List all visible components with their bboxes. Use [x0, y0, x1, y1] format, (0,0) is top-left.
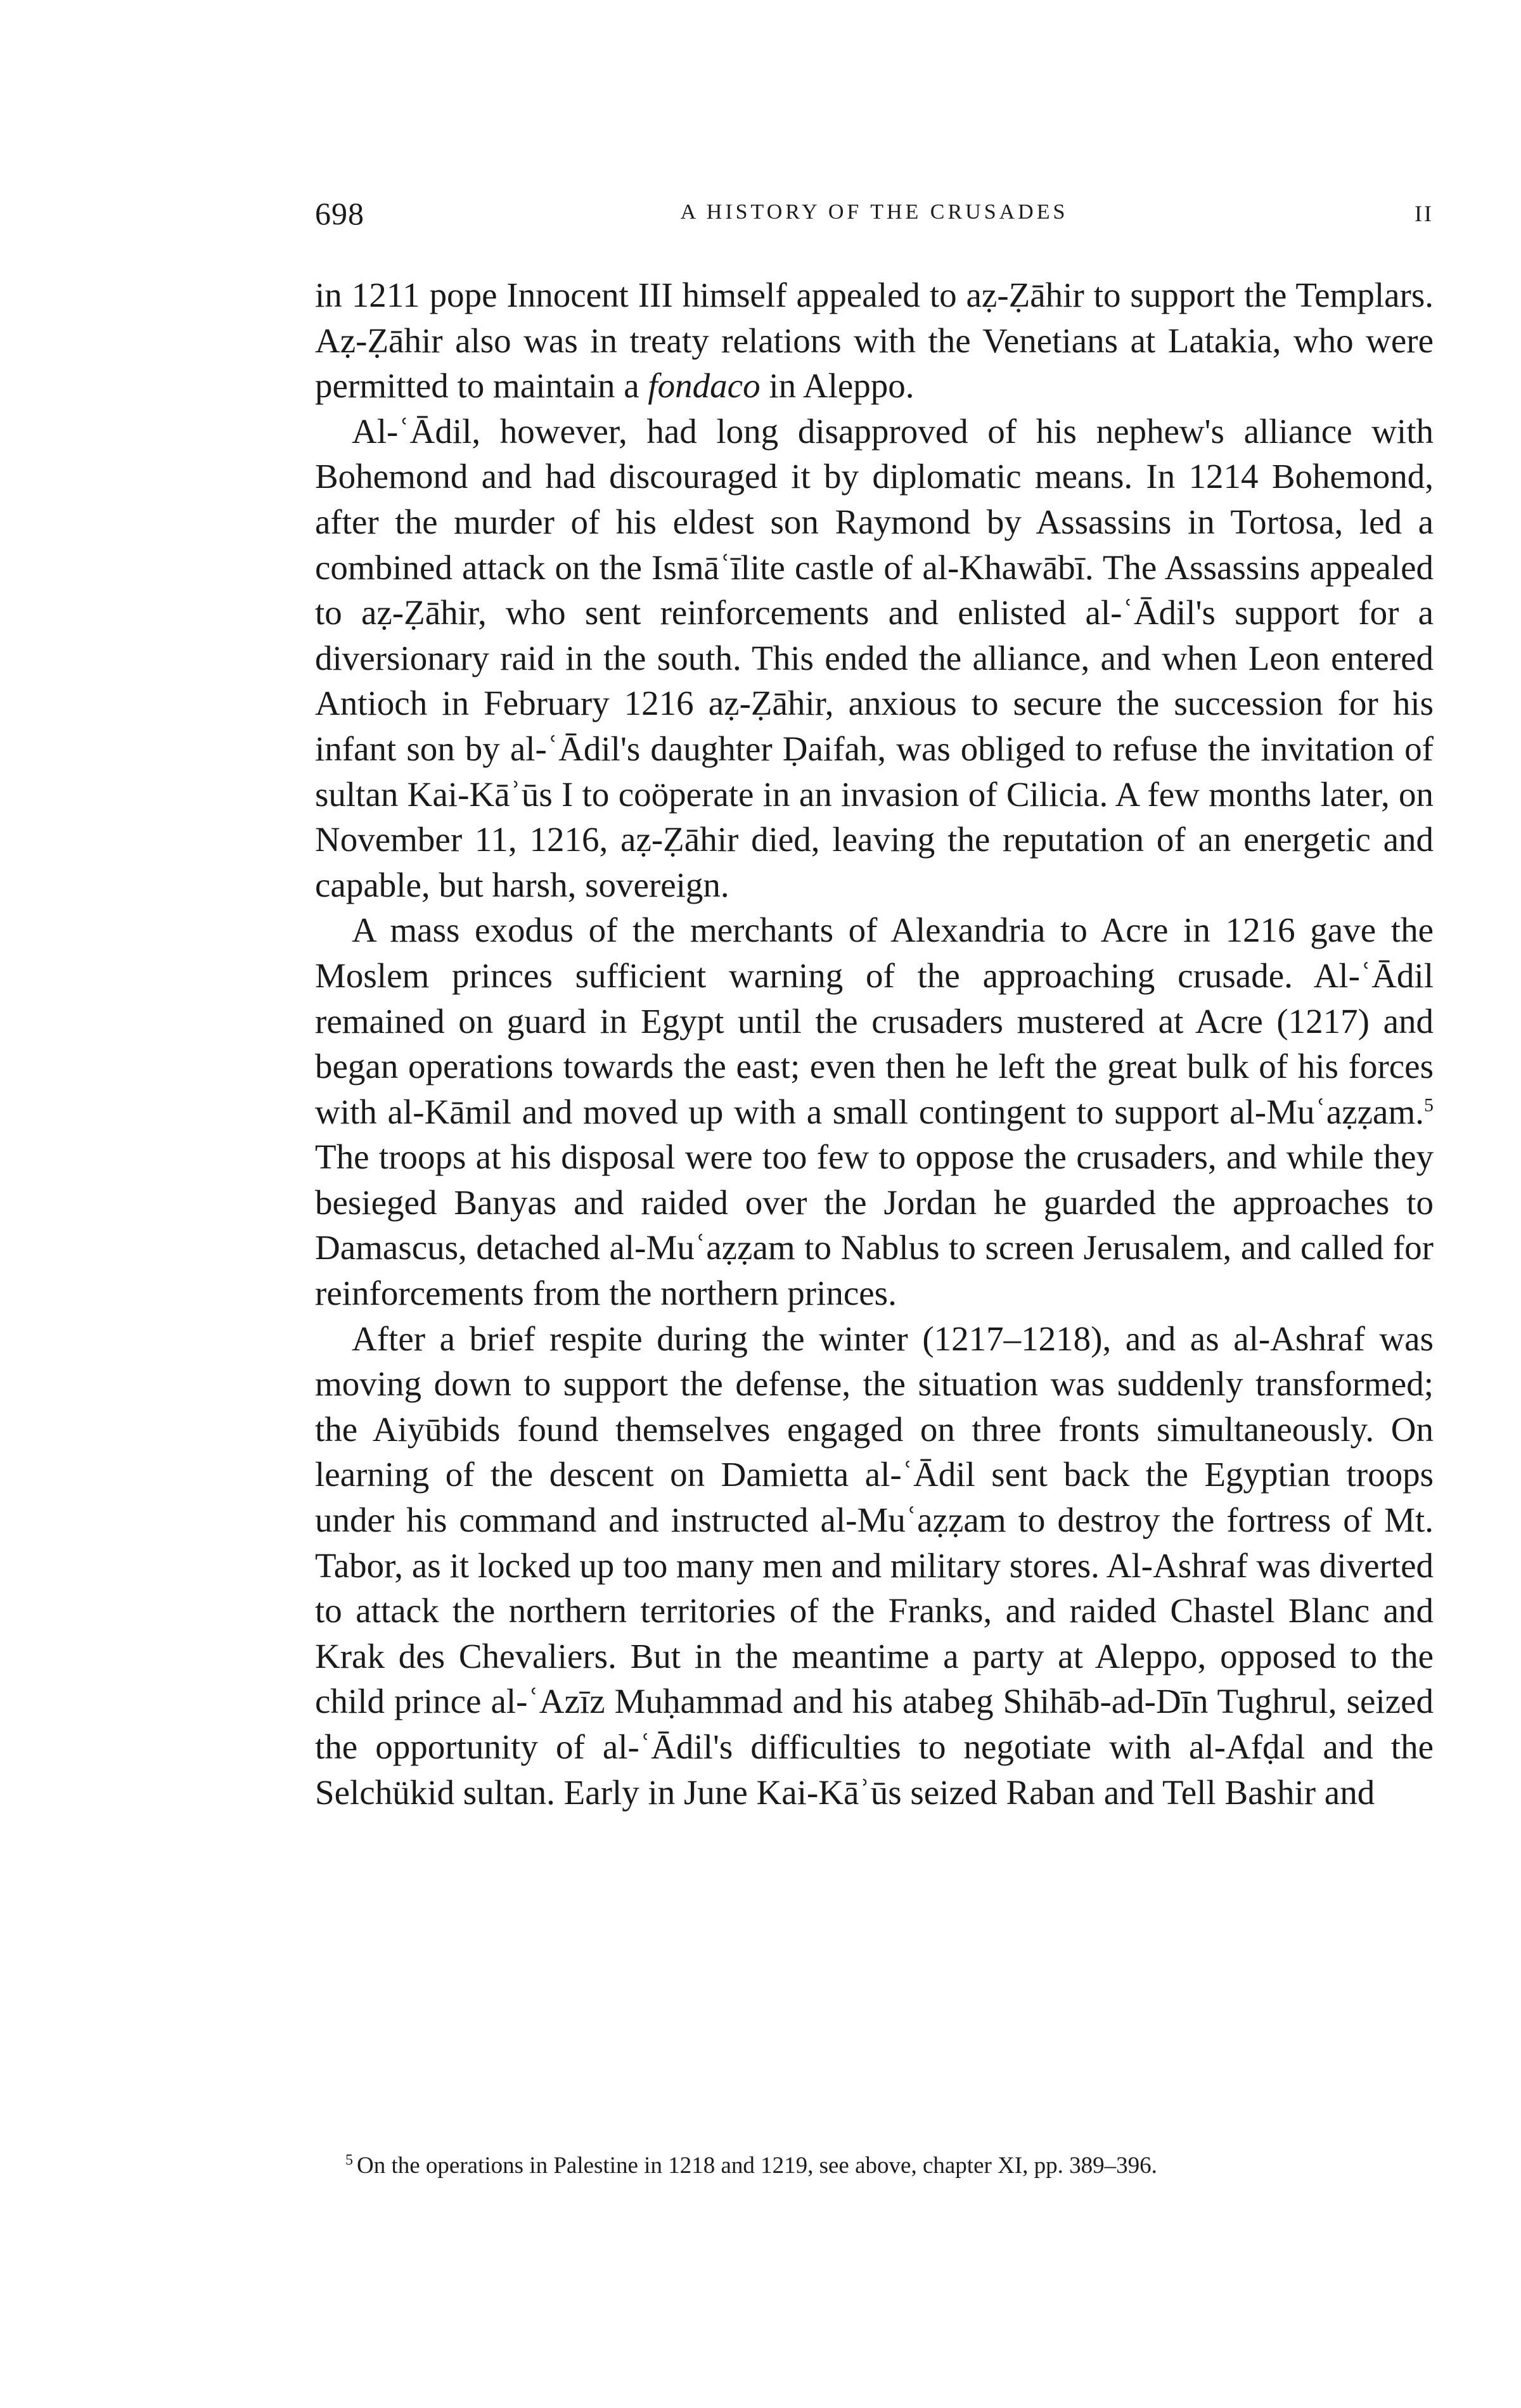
paragraph-text: The troops at his disposal were too few to oppose the crusaders, and while they besieged Banyas and raided over the Jordan he guarded the approaches to Damascus, detached al-Muʿaẓẓam to Nablus to screen Jerusalem, and called for reinforcements from the northern princes. — [315, 1137, 1434, 1313]
running-title: A HISTORY OF THE CRUSADES — [680, 200, 1069, 224]
italic-term: fondaco — [648, 366, 760, 406]
chapter-number: II — [1415, 201, 1434, 226]
paragraph — [315, 409, 1434, 908]
paragraph — [315, 272, 1434, 409]
paragraph-text: After a brief respite during the winter (1217–1218), and as al-Ashraf was moving down to support the defense, the situation was suddenly transformed; the Aiyūbids found themselves engaged on three fronts simultaneously. On learning of the descent on Damietta al-ʿĀdil sent back the Egyptian troops under his command and instructed al-Muʿaẓẓam to destroy the fortress of Mt. Tabor, as it locked up too many men and military stores. Al-Ashraf was diverted to attack the northern territories of the Franks, and raided Chastel Blanc and Krak des Chevaliers. But in the meantime a party at Aleppo, opposed to the child prince al-ʿAzīz Muḥammad and his atabeg Shihāb-ad-Dīn Tughrul, seized the opportunity of al-ʿĀdil's difficulties to negotiate with al-Afḍal and the Selchükid sultan. Early in June Kai-Kāʾūs seized Raban and Tell Bashir and — [315, 1319, 1434, 1812]
paragraph-text: in 1211 pope Innocent III himself appealed to aẓ-Ẓāhir to support the Templars. Aẓ-Ẓāhir also was in treaty relations with the Venetians at Latakia, who were permitted to maintain a — [315, 276, 1434, 406]
paragraph-text: in Aleppo. — [760, 366, 915, 406]
footnote — [345, 2151, 1435, 2181]
paragraph-text: A mass exodus of the merchants of Alexandria to Acre in 1216 gave the Moslem princes sufficient warning of the approaching crusade. Al-ʿĀdil remained on guard in Egypt until the crusaders mustered at Acre (1217) and began operations towards the east; even then he left the great bulk of his forces with al-Kāmil and moved up with a small contingent to support al-Muʿaẓẓam. — [315, 911, 1434, 1131]
body-text — [315, 272, 1434, 1815]
footnote-mark: 5 — [345, 2151, 353, 2168]
paragraph-text: Al-ʿĀdil, however, had long disapproved of his nephew's alliance with Bohemond and had discouraged it by diplomatic means. In 1214 Bohemond, after the murder of his eldest son Raymond by Assassins in Tortosa, led a combined attack on the Ismāʿīlite castle of al-Khawābī. The Assassins appealed to aẓ-Ẓāhir, who sent reinforcements and enlisted al-ʿĀdil's support for a diversionary raid in the south. This ended the alliance, and when Leon entered Antioch in February 1216 aẓ-Ẓāhir, anxious to secure the succession for his infant son by al-ʿĀdil's daughter Ḍaifah, was obliged to refuse the invitation of sultan Kai-Kāʾūs I to coöperate in an invasion of Cilicia. A few months later, on November 11, 1216, aẓ-Ẓāhir died, leaving the reputation of an energetic and capable, but harsh, sovereign. — [315, 411, 1434, 904]
page-number: 698 — [315, 196, 364, 231]
paragraph — [315, 1316, 1434, 1816]
paragraph — [315, 907, 1434, 1316]
footnote-text: On the operations in Palestine in 1218 and 1219, see above, chapter XI, pp. 389–396. — [357, 2153, 1157, 2179]
running-header — [315, 195, 1434, 233]
footnote-reference[interactable]: 5 — [1424, 1094, 1434, 1116]
